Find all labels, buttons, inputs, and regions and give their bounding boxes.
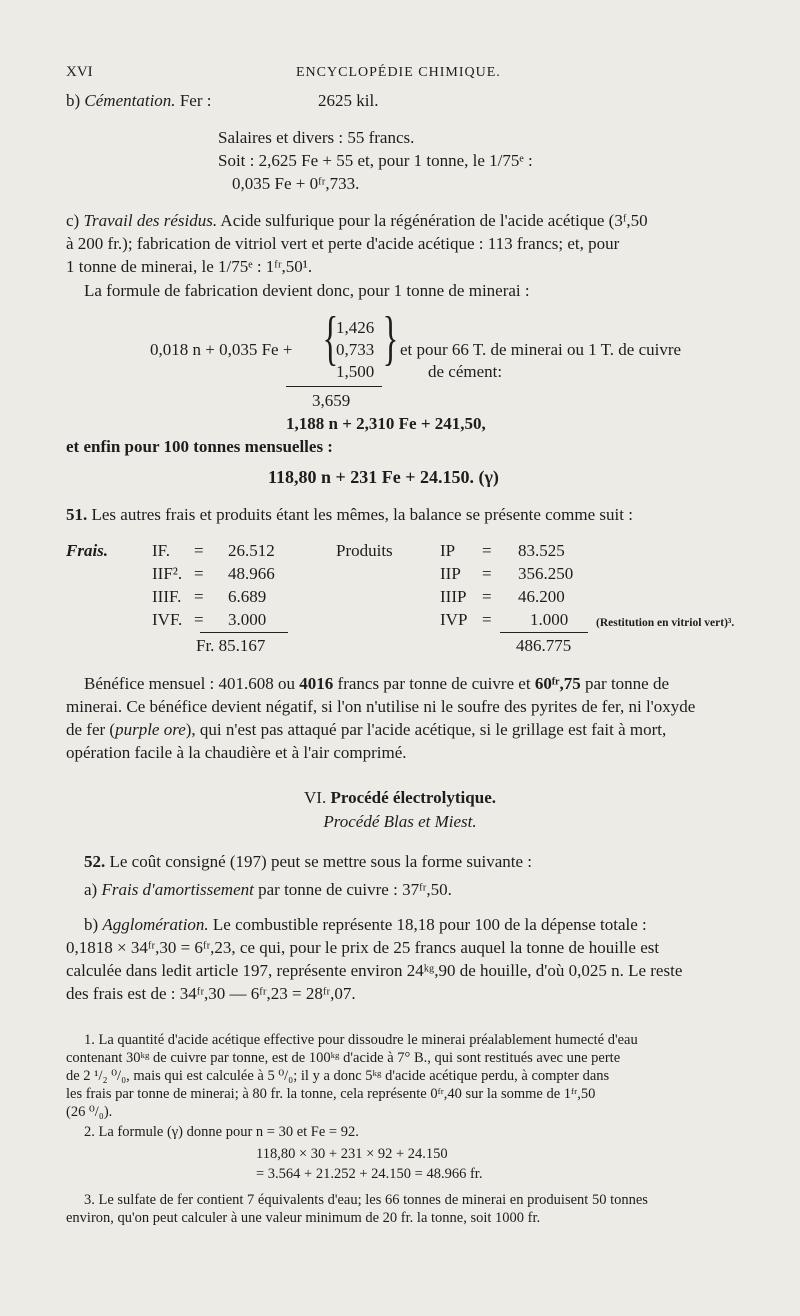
produits-value: 356.250 [518,564,574,583]
cementation-label [66,91,211,111]
section-52-line: des frais est de : 34ᶠʳ,30 — 6ᶠʳ,23 = 28ᶠʳ,07. [66,984,356,1003]
formula-right: de cément: [428,362,503,381]
produits-value: 46.200 [518,587,565,606]
footnote-formula: 118,80 × 30 + 231 × 92 + 24.150 [256,1146,448,1162]
footnote-line: les frais par tonne de minerai; à 80 fr. la tonne, cela représente 0ᶠʳ,40 sur la somme de 1ᶠʳ,50 [66,1086,596,1102]
residus-paragraph-line [66,211,648,231]
benefice-line [84,674,669,694]
text-run: de fer ( [66,720,116,739]
footnote-line: de 2 ¹/₂ ⁰/₀, mais qui est calculée à 5 ⁰/₀; il y a donc 5ᵏᵍ d'acide acétique perdu, à compter dans [66,1068,610,1084]
item-prefix: b) [84,915,103,934]
page-number: XVI [66,64,93,80]
formula-left: 0,018 n + 0,035 Fe + [150,340,293,359]
produits-value: 1.000 [530,610,569,629]
produits-code: IVP [440,610,468,629]
formula-value: 0,733 [336,340,375,359]
produits-eq: = [482,610,492,629]
frais-total-rule [200,632,288,633]
footnote-line: environ, qu'on peut calculer à une valeur minimum de 20 fr. la tonne, soit 1000 fr. [66,1210,541,1226]
sum-rule [286,386,382,387]
frais-value: 48.966 [228,564,275,583]
text-run: ), qui n'est pas attaqué par l'acide acétique, si le grillage est fait à mort, [185,720,667,739]
footnote-line: 3. Le sulfate de fer contient 7 équivalents d'eau; les 66 tonnes de minerai en produisent 50 tonnes [84,1192,648,1208]
cementation-line: Salaires et divers : 55 francs. [218,128,415,147]
frais-eq: = [194,564,204,583]
item-prefix: a) [84,880,102,899]
produits-total-rule [500,632,588,633]
benefice-line [66,720,666,740]
footnote-line: 1. La quantité d'acide acétique effective pour dissoudre le minerai préalablement humecté d'eau [84,1032,638,1048]
produits-eq: = [482,564,492,583]
item-rest: Acide sulfurique pour la régénération de l'acide acétique (3ᶠ,50 [217,211,648,230]
cementation-value: 2625 kil. [318,91,379,110]
section-number: 51. [66,505,88,524]
item-rest: Le combustible représente 18,18 pour 100 de la dépense totale : [208,915,647,934]
footnote-line: contenant 30ᵏᵍ de cuivre par tonne, est de 100ᵏᵍ d'acide à 7° B., qui sont restitués avec une perte [66,1050,621,1066]
residus-paragraph-line: à 200 fr.); fabrication de vitriol vert et perte d'acide acétique : 113 francs; et, pour [66,234,620,253]
running-title: ENCYCLOPÉDIE CHIMIQUE. [296,65,501,80]
produits-code: IP [440,541,456,560]
frais-code: IVF. [152,610,183,629]
residus-paragraph-line: 1 tonne de minerai, le 1/75ᵉ : 1ᶠʳ,50¹. [66,257,313,276]
formula-value: 1,426 [336,318,375,337]
italic-term: purple ore [115,720,186,739]
formula-right: et pour 66 T. de minerai ou 1 T. de cuivre [400,340,682,359]
produits-total: 486.775 [516,636,572,655]
footnote-line: 2. La formule (γ) donne pour n = 30 et Fe = 92. [84,1124,359,1140]
frais-total: Fr. 85.167 [196,636,266,655]
bold-figure: 60ᶠʳ,75 [534,674,581,693]
item-rest: par tonne de cuivre : 37ᶠʳ,50. [253,880,452,899]
formula-sum: 3,659 [312,391,351,410]
frais-value: 6.689 [228,587,267,606]
frais-value: 3.000 [228,610,267,629]
benefice-line: opération facile à la chaudière et à l'air comprimé. [66,743,407,762]
section-52-item-b [84,915,647,935]
section-52-line: calculée dans ledit article 197, représente environ 24ᵏᵍ,90 de houille, d'où 0,025 n. Le reste [66,961,683,980]
produits-eq: = [482,587,492,606]
frais-value: 26.512 [228,541,275,560]
monthly-label: et enfin pour 100 tonnes mensuelles : [66,437,333,456]
frais-code: IIIF. [152,587,182,606]
produits-value: 83.525 [518,541,565,560]
section-numeral: VI. [304,788,327,807]
produits-code: IIP [440,564,461,583]
frais-label: Frais. [66,541,109,560]
item-rest: Fer : [175,91,212,110]
section-vi-heading [0,788,800,808]
benefice-line: minerai. Ce bénéfice devient négatif, si l'on n'utilise ni le soufre des pyrites de fer, ni l'oxyde [66,697,696,716]
monthly-formula: 118,80 n + 231 Fe + 24.150. (γ) [268,467,499,487]
residus-paragraph-line: La formule de fabrication devient donc, pour 1 tonne de minerai : [84,281,530,300]
restitution-note: (Restitution en vitriol vert)³. [596,617,735,629]
item-prefix: c) [66,211,84,230]
formula-result: 1,188 n + 2,310 Fe + 241,50, [286,414,486,433]
section-text: Les autres frais et produits étant les mêmes, la balance se présente comme suit : [87,505,633,524]
item-prefix: b) [66,91,85,110]
section-52-line: 0,1818 × 34ᶠʳ,30 = 6ᶠʳ,23, ce qui, pour le prix de 25 francs auquel la tonne de houille est [66,938,660,957]
cementation-line: 0,035 Fe + 0ᶠʳ,733. [232,174,360,193]
item-title: Travail des résidus. [83,211,218,230]
frais-eq: = [194,610,204,629]
frais-eq: = [194,541,204,560]
text-run: Bénéfice mensuel : 401.608 ou [84,674,300,693]
left-brace-glyph: { [322,305,339,371]
formula-value: 1,500 [336,362,375,381]
frais-code: IIF². [152,564,183,583]
footnote-line: (26 ⁰/₀). [66,1104,113,1120]
frais-code: IF. [152,541,171,560]
bold-figure: 4016 [299,674,334,693]
footnote-formula: = 3.564 + 21.252 + 24.150 = 48.966 fr. [256,1166,483,1182]
text-run: par tonne de [580,674,670,693]
item-title: Frais d'amortissement [101,880,254,899]
item-title: Agglomération. [102,915,209,934]
text-run: francs par tonne de cuivre et [333,674,535,693]
item-title: Cémentation. [84,91,176,110]
section-text: Le coût consigné (197) peut se mettre sous la forme suivante : [105,852,533,871]
section-number: 52. [84,852,106,871]
produits-eq: = [482,541,492,560]
section-vi-subtitle: Procédé Blas et Miest. [323,812,477,831]
frais-eq: = [194,587,204,606]
section-52-intro [84,852,532,872]
section-52-item-a [84,880,452,900]
cementation-line: Soit : 2,625 Fe + 55 et, pour 1 tonne, le 1/75ᵉ : [218,151,533,170]
section-title: Procédé électrolytique. [330,788,496,807]
produits-code: IIIP [440,587,467,606]
section-51-intro [66,505,633,525]
right-brace-glyph: } [382,305,399,371]
produits-label: Produits [336,541,393,560]
